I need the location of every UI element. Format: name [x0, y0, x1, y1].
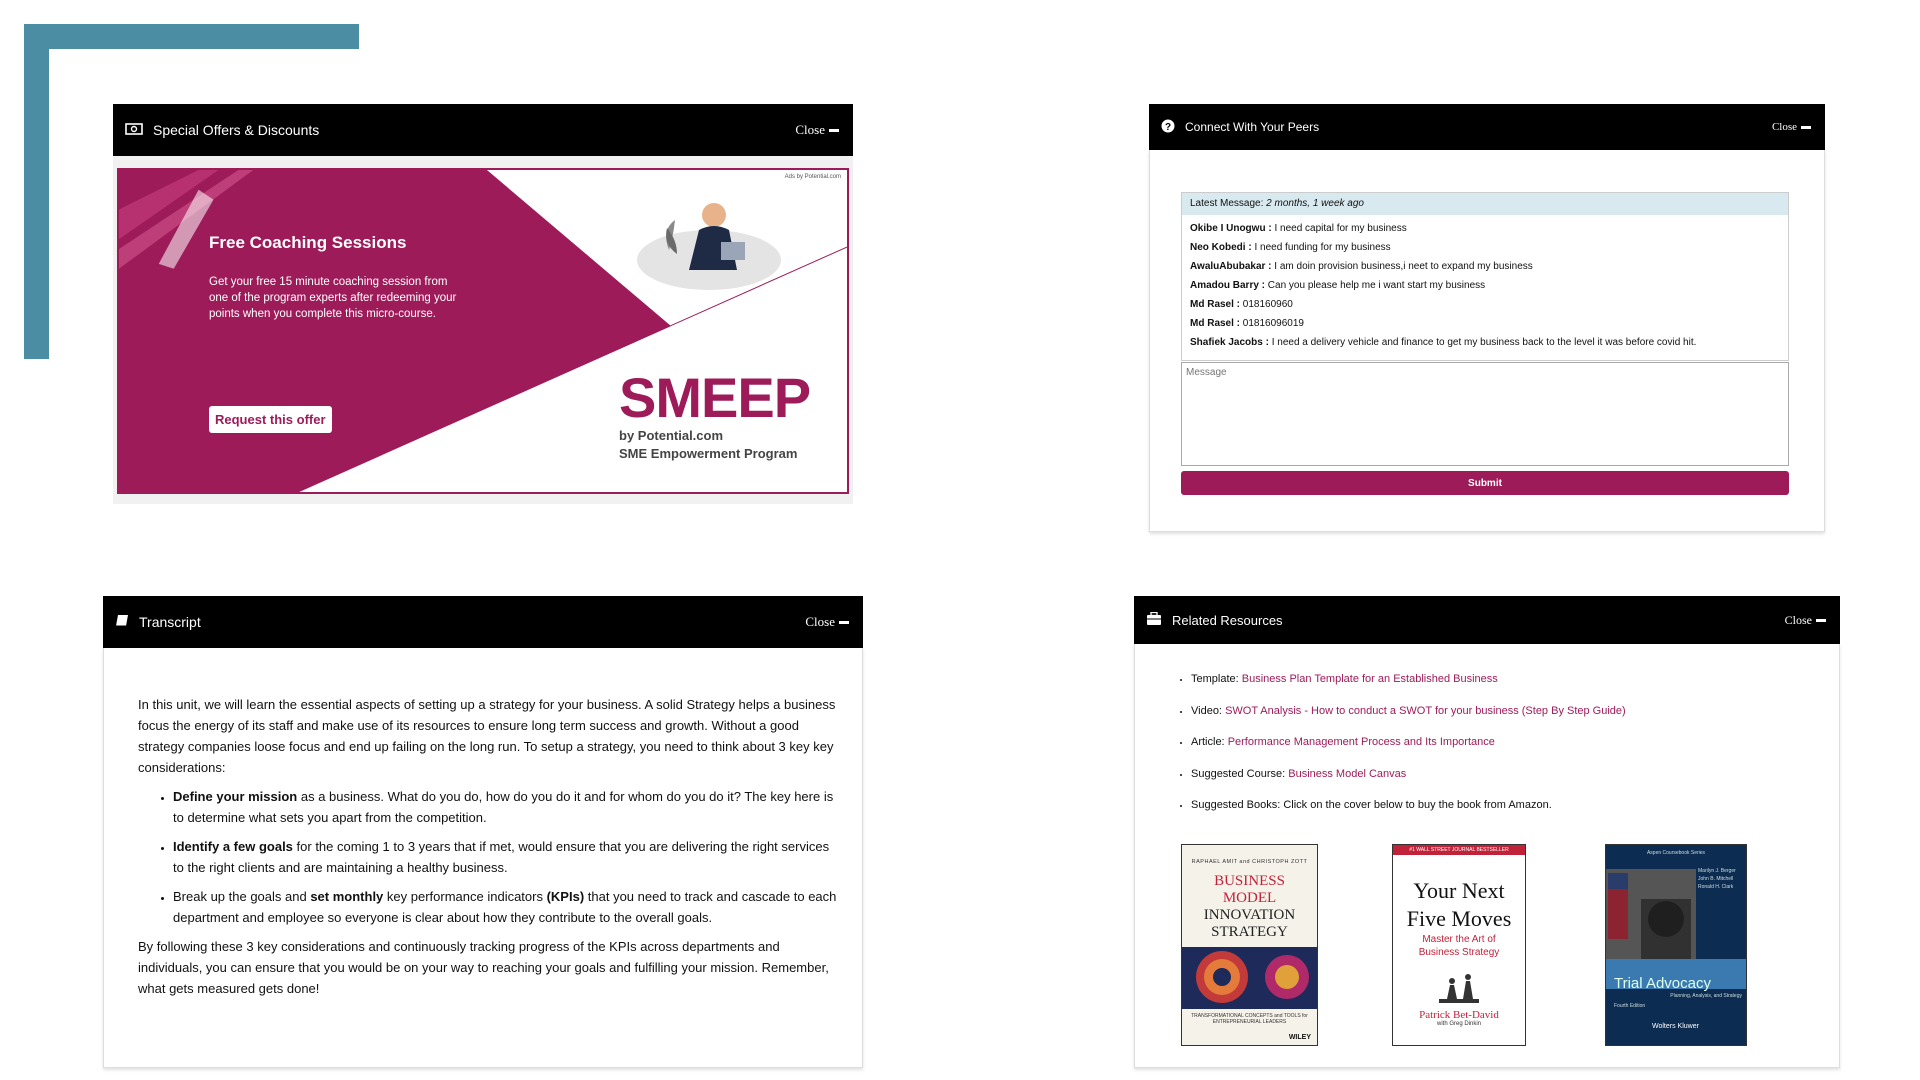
resource-type: Suggested Books: Click on the cover below to buy the book from Amazon.	[1191, 799, 1552, 811]
chat-message	[1182, 333, 1788, 352]
bullet-bold-text: Identify a few goals	[173, 839, 293, 854]
transcript-bullet	[173, 786, 838, 828]
book-title-line: MODEL	[1222, 890, 1277, 906]
resource-item	[1191, 767, 1626, 799]
chat-message	[1182, 314, 1788, 333]
resource-list	[1191, 672, 1626, 830]
chat-author: Md Rasel :	[1190, 318, 1241, 329]
panel-header	[1134, 596, 1840, 644]
resource-item	[1191, 704, 1626, 736]
book-edition: Fourth Edition	[1614, 1003, 1646, 1009]
message-input[interactable]	[1181, 362, 1789, 466]
close-button[interactable]: Close	[1785, 613, 1826, 628]
panel-title: Special Offers & Discounts	[153, 122, 320, 138]
chat-author: Okibe I Unogwu :	[1190, 223, 1272, 234]
book-cover-art	[1182, 947, 1318, 1009]
chat-author: AwaluAbubakar :	[1190, 261, 1272, 272]
bullet-text: as a business. What do you do, how do you do it and for whom do you do it? The key here is to determine what sets you apart from the competition.	[173, 789, 834, 825]
minus-icon	[839, 621, 849, 624]
panel-header	[103, 596, 863, 648]
chat-text: I need a delivery vehicle and finance to get my business back to the level it was before covid hit.	[1271, 337, 1697, 348]
panel-body	[1149, 150, 1825, 532]
chat-text: I need capital for my business	[1274, 223, 1407, 234]
ad-banner[interactable]	[117, 168, 849, 494]
chat-author: Amadou Barry :	[1190, 280, 1266, 291]
ads-by-label: Ads by Potential.com	[784, 174, 841, 180]
panel-body	[103, 648, 863, 1068]
panel-title: Related Resources	[1172, 612, 1283, 628]
bullet-bold-text: Define your mission	[173, 789, 298, 804]
related-resources-panel	[1134, 596, 1840, 1068]
bullet-text: for the coming 1 to 3 years that if met, would ensure that you are delivering the right services to the right clients and are maintaining a healthy business.	[173, 839, 830, 875]
brand-by: by Potential.com	[619, 428, 724, 443]
transcript-bullet	[173, 836, 838, 878]
person-with-laptop-illustration	[629, 190, 789, 300]
panel-body	[113, 156, 853, 504]
panel-title: Transcript	[139, 614, 201, 630]
connect-peers-panel	[1149, 104, 1825, 532]
book-publisher: Wolters Kluwer	[1652, 1023, 1699, 1030]
resource-link[interactable]: SWOT Analysis - How to conduct a SWOT for your business (Step By Step Guide)	[1225, 704, 1626, 717]
decorative-frame-left	[24, 24, 49, 359]
book-publisher: WILEY	[1288, 1034, 1311, 1041]
book-author: Patrick Bet-David	[1419, 1009, 1499, 1021]
book-title-line: Five Moves	[1406, 906, 1512, 931]
ad-description: Get your free 15 minute coaching session from one of the program experts after redeeming your points when you complete this micro-course.	[209, 276, 457, 320]
question-circle-icon	[1161, 119, 1175, 136]
resource-link[interactable]: Business Plan Template for an Established Business	[1241, 673, 1498, 685]
svg-text:?: ?	[1164, 121, 1172, 133]
book-banner: #1 WALL STREET JOURNAL BESTSELLER	[1393, 845, 1525, 855]
book-cover-business-model-innovation[interactable]	[1181, 844, 1318, 1046]
book-title	[1182, 873, 1317, 941]
resource-item	[1191, 798, 1626, 830]
bullet-bold-text: (KPIs)	[546, 889, 585, 904]
money-icon	[125, 122, 143, 138]
chess-pieces-icon	[1429, 965, 1489, 1005]
resource-type: Article:	[1191, 736, 1228, 748]
transcript-panel	[103, 596, 863, 1068]
briefcase-icon	[1146, 612, 1162, 629]
resource-item	[1191, 735, 1626, 767]
request-offer-button[interactable]: Request this offer	[209, 406, 332, 433]
chat-message	[1182, 238, 1788, 257]
book-coauthor: with Greg Dinkin	[1436, 1021, 1481, 1027]
chat-message	[1182, 276, 1788, 295]
chat-author: Neo Kobedi :	[1190, 242, 1252, 253]
resource-type: Suggested Course:	[1191, 767, 1289, 780]
bullet-text: key performance indicators	[383, 889, 547, 904]
submit-button[interactable]: Submit	[1181, 471, 1789, 495]
special-offers-panel	[113, 104, 853, 504]
chat-text: 01816096019	[1242, 318, 1304, 329]
resource-item	[1191, 672, 1626, 704]
chat-author: Shafiek Jacobs :	[1190, 337, 1269, 348]
chat-text: I need funding for my business	[1254, 242, 1391, 253]
book-subtitle: Master the Art of Business Strategy	[1418, 934, 1500, 958]
book-title-line: Your Next	[1413, 878, 1505, 903]
resource-type: Template:	[1191, 673, 1242, 685]
decorative-frame-top	[24, 24, 359, 49]
resource-type: Video:	[1191, 704, 1226, 717]
latest-message-bar: Latest Message: 2 months, 1 week ago	[1182, 193, 1788, 215]
book-cover-trial-advocacy[interactable]	[1605, 844, 1747, 1046]
book-title-line: INNOVATION	[1203, 907, 1296, 923]
ad-headline: Free Coaching Sessions	[209, 233, 407, 252]
book-authors: RAPHAEL AMIT and CHRISTOPH ZOTT	[1191, 859, 1308, 865]
brand-program: SME Empowerment Program	[619, 446, 798, 461]
chat-message	[1182, 295, 1788, 314]
close-button[interactable]: Close	[1772, 121, 1811, 133]
book-authors: Marilyn J. Berger John B. Mitchell Ronald H. Clark	[1698, 868, 1736, 890]
bullet-text: that you need to track and cascade to each department and employee so everyone is clear about how they contribute to the overall goals.	[173, 889, 837, 925]
transcript-outro: By following these 3 key considerations and continuously tracking progress of the KPIs across departments and individuals, you can ensure that you would be on your way to reaching your goals and fulfilling your mission. Remember, what gets measured gets done!	[138, 939, 829, 996]
minus-icon	[829, 129, 839, 132]
panel-header	[1149, 104, 1825, 150]
book-title-line: BUSINESS	[1214, 873, 1285, 889]
chat-author: Md Rasel :	[1190, 299, 1241, 310]
close-button[interactable]: Close	[795, 122, 839, 138]
book-title-line: STRATEGY	[1211, 924, 1288, 940]
book-subtitle: TRANSFORMATIONAL CONCEPTS and TOOLS for ENTREPRENEURIAL LEADERS	[1191, 1013, 1308, 1025]
transcript-bullets	[173, 786, 838, 928]
close-button[interactable]: Close	[805, 614, 849, 630]
transcript-text	[138, 694, 838, 999]
chat-messages	[1181, 192, 1789, 361]
book-title	[1393, 877, 1525, 933]
panel-body	[1134, 644, 1840, 1068]
resource-link[interactable]: Performance Management Process and Its Importance	[1227, 736, 1495, 748]
smeep-logo: SMEEP	[619, 366, 811, 429]
book-icon	[115, 614, 129, 631]
chat-text: I am doin provision business,i neet to expand my business	[1274, 261, 1533, 272]
chat-text: 018160960	[1242, 299, 1293, 310]
minus-icon	[1801, 126, 1811, 129]
minus-icon	[1816, 619, 1826, 622]
panel-title: Connect With Your Peers	[1185, 120, 1320, 134]
chat-text: Can you please help me i want start my business	[1267, 280, 1486, 291]
book-title: Trial Advocacy	[1614, 975, 1711, 992]
bullet-bold-text: set monthly	[310, 889, 384, 904]
panel-header	[113, 104, 853, 156]
resource-link[interactable]: Business Model Canvas	[1288, 767, 1407, 780]
chat-message	[1182, 257, 1788, 276]
transcript-bullet	[173, 886, 838, 928]
book-subtitle: Planning, Analysis, and Strategy	[1670, 993, 1742, 999]
transcript-intro: In this unit, we will learn the essential aspects of setting up a strategy for your business. A solid Strategy helps a business focus the energy of its staff and make use of its resources to ensure long term success and growth. Without a good strategy companies loose focus and end up failing on the long run. To setup a strategy, you need to think about 3 key key considerations:	[138, 697, 836, 775]
book-cover-your-next-five-moves[interactable]	[1392, 844, 1526, 1046]
chat-message	[1182, 219, 1788, 238]
book-series: Aspen Coursebook Series	[1646, 850, 1706, 856]
bullet-text: Break up the goals and	[173, 889, 311, 904]
